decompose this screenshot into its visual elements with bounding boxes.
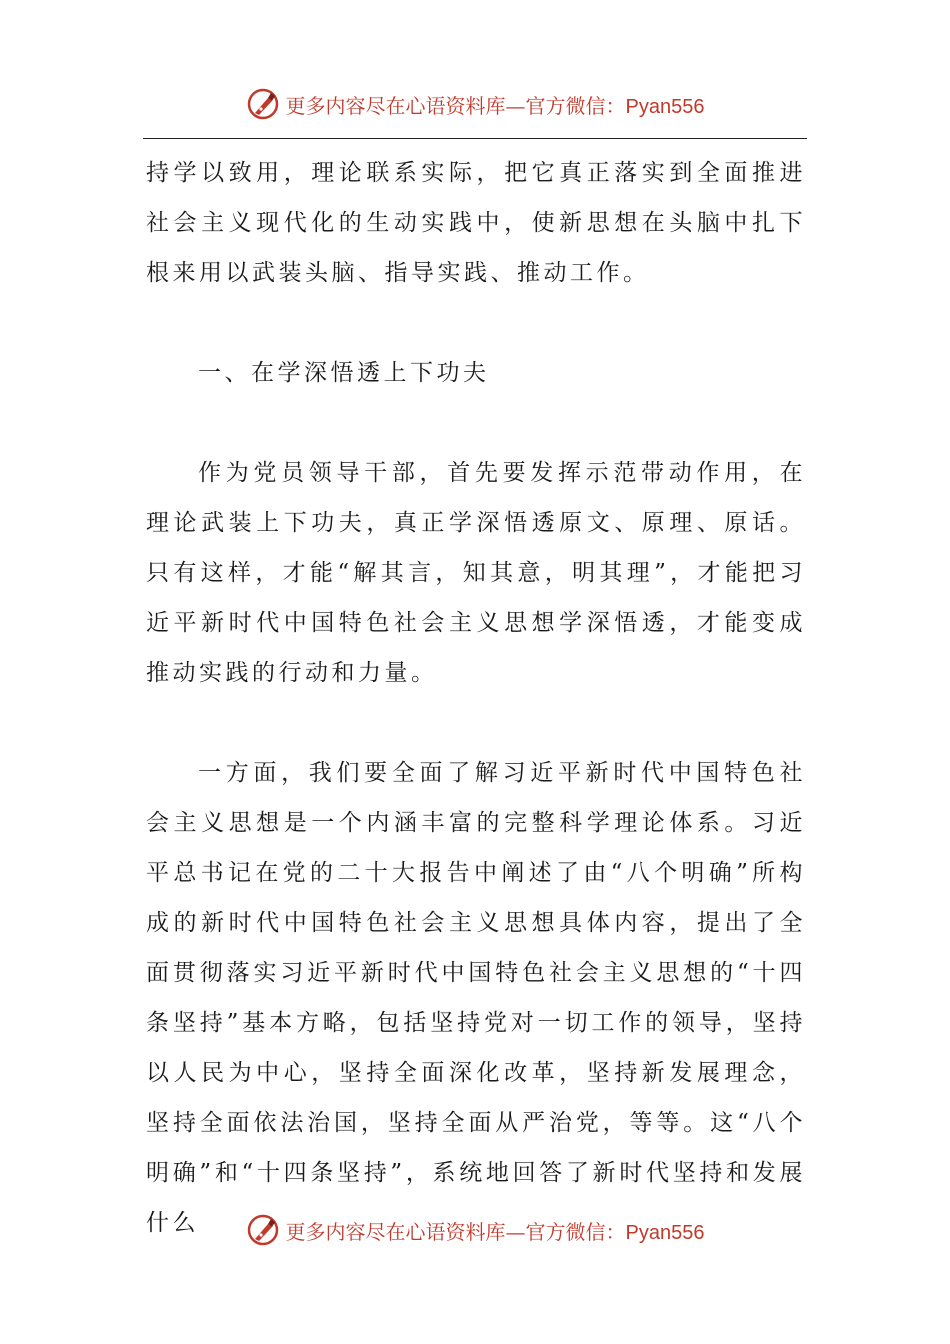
pen-nib-logo-icon [246,87,280,121]
section-heading: 一、在学深悟透上下功夫 [198,360,490,386]
header-divider [143,138,807,139]
header-banner-handle: Pyan556 [625,95,705,118]
header-banner [0,82,950,126]
pen-nib-logo-icon [246,1213,280,1247]
header-banner-text: 更多内容尽在心语资料库—官方微信： [285,93,626,118]
footer-banner-handle: Pyan556 [625,1221,705,1244]
paragraph: 一方面，我们要全面了解习近平新时代中国特色社会主义思想是一个内涵丰富的完整科学理论体系。习近平总书记在党的二十大报告中阐述了由“八个明确”所构成的新时代中国特色社会主义思想具体内容，提出了全面贯彻落实习近平新时代中国特色社会主义思想的“十四条坚持”基本方略，包括坚持党对一切工作的领导，坚持以人民为中心，坚持全面深化改革，坚持新发展理念，坚持全面依法治国，坚持全面从严治党，等等。这“八个明确”和“十四条坚持”，系统地回答了新时代坚持和发展什么 [146,760,806,1236]
footer-banner [0,1208,950,1252]
paragraph: 持学以致用，理论联系实际，把它真正落实到全面推进社会主义现代化的生动实践中，使新思想在头脑中扎下根来用以武装头脑、指导实践、推动工作。 [146,160,806,286]
paragraph: 作为党员领导干部，首先要发挥示范带动作用，在理论武装上下功夫，真正学深悟透原文、原理、原话。只有这样，才能“解其言，知其意，明其理”，才能把习近平新时代中国特色社会主义思想学深悟透，才能变成推动实践的行动和力量。 [146,460,806,686]
footer-banner-text: 更多内容尽在心语资料库—官方微信： [285,1219,626,1244]
document-body [146,148,806,1248]
